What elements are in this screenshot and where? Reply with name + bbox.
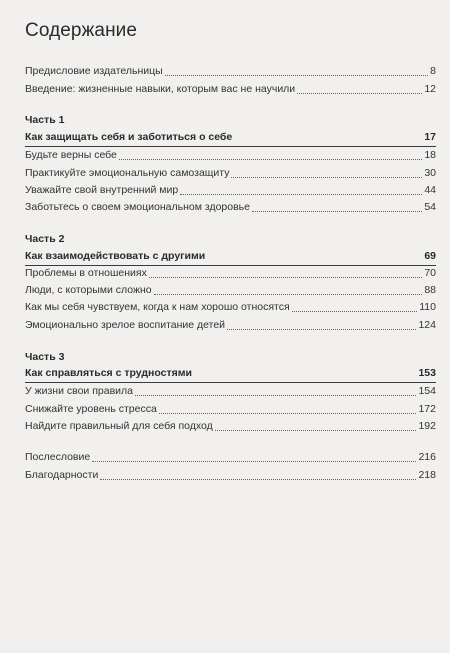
toc-entry-title: У жизни свои правила xyxy=(25,385,133,397)
toc-entry-page: 124 xyxy=(418,319,436,331)
toc-entry[interactable] xyxy=(25,385,436,398)
toc-entry-page: 154 xyxy=(418,385,436,397)
chapter-page: 69 xyxy=(424,250,436,262)
toc-entry[interactable] xyxy=(25,403,436,416)
toc-entry-title: Как мы себя чувствуем, когда к нам хорошо относятся xyxy=(25,301,290,313)
dot-leader xyxy=(165,75,428,76)
toc-entry-page: 88 xyxy=(424,284,436,296)
toc-entry-page: 70 xyxy=(424,267,436,279)
chapter-rule xyxy=(25,265,436,266)
toc-entry-title: Введение: жизненные навыки, которым вас не научили xyxy=(25,83,296,95)
toc-entry[interactable] xyxy=(25,65,436,78)
chapter-rule xyxy=(25,146,436,147)
dot-leader xyxy=(119,159,422,160)
toc-entry[interactable] xyxy=(25,420,436,433)
toc-entry-page: 218 xyxy=(418,469,436,481)
toc-entry-title: Люди, с которыми сложно xyxy=(25,284,152,296)
part-label: Часть 1 xyxy=(25,114,65,126)
toc-entry-title: Практикуйте эмоциональную самозащиту xyxy=(25,167,230,179)
toc-entry-page: 12 xyxy=(424,83,436,95)
toc-entry-title: Эмоционально зрелое воспитание детей xyxy=(25,319,226,331)
toc-entry-page: 18 xyxy=(424,149,436,161)
dot-leader xyxy=(215,430,417,431)
page-title: Содержание xyxy=(25,20,138,41)
dot-leader xyxy=(149,277,422,278)
toc-entry-title: Найдите правильный для себя подход xyxy=(25,420,213,432)
chapter-page: 153 xyxy=(418,367,436,379)
toc-entry-page: 192 xyxy=(418,420,436,432)
toc-entry-page: 216 xyxy=(418,451,436,463)
dot-leader xyxy=(231,177,422,178)
dot-leader xyxy=(292,311,418,312)
toc-entry[interactable] xyxy=(25,284,436,297)
dot-leader xyxy=(297,93,422,94)
toc-entry-page: 8 xyxy=(430,65,436,77)
toc-entry-title: Послесловие xyxy=(25,451,91,463)
toc-entry[interactable] xyxy=(25,301,436,314)
toc-entry-page: 172 xyxy=(418,403,436,415)
dot-leader xyxy=(227,329,416,330)
toc-entry-title: Снижайте уровень стресса xyxy=(25,403,157,415)
chapter-heading[interactable] xyxy=(25,367,436,380)
toc-entry-title: Будьте верны себе xyxy=(25,149,117,161)
dot-leader xyxy=(252,211,422,212)
toc-entry-page: 54 xyxy=(424,201,436,213)
dot-leader xyxy=(135,395,416,396)
toc-entry[interactable] xyxy=(25,83,436,96)
chapter-title: Как справляться с трудностями xyxy=(25,367,192,379)
toc-entry[interactable] xyxy=(25,451,436,464)
chapter-heading[interactable] xyxy=(25,250,436,263)
toc-entry-title: Проблемы в отношениях xyxy=(25,267,147,279)
toc-entry-title: Заботьтесь о своем эмоциональном здоровье xyxy=(25,201,250,213)
chapter-title: Как взаимодействовать с другими xyxy=(25,250,206,262)
dot-leader xyxy=(100,479,416,480)
toc-entry[interactable] xyxy=(25,469,436,482)
part-label: Часть 3 xyxy=(25,351,65,363)
chapter-title: Как защищать себя и заботиться о себе xyxy=(25,131,233,143)
toc-entry-title: Благодарности xyxy=(25,469,99,481)
toc-entry-page: 110 xyxy=(419,301,436,313)
chapter-page: 17 xyxy=(424,131,436,143)
toc-entry-title: Уважайте свой внутренний мир xyxy=(25,184,179,196)
toc-entry[interactable] xyxy=(25,319,436,332)
chapter-rule xyxy=(25,382,436,383)
toc-entry[interactable] xyxy=(25,201,436,214)
toc-entry[interactable] xyxy=(25,184,436,197)
toc-entry-page: 44 xyxy=(424,184,436,196)
toc-entry[interactable] xyxy=(25,167,436,180)
toc-entry[interactable] xyxy=(25,149,436,162)
toc-entry[interactable] xyxy=(25,267,436,280)
toc-entry-title: Предисловие издательницы xyxy=(25,65,163,77)
part-label: Часть 2 xyxy=(25,233,65,245)
dot-leader xyxy=(159,413,417,414)
dot-leader xyxy=(154,294,423,295)
dot-leader xyxy=(180,194,422,195)
toc-entry-page: 30 xyxy=(424,167,436,179)
chapter-heading[interactable] xyxy=(25,131,436,144)
dot-leader xyxy=(92,461,416,462)
